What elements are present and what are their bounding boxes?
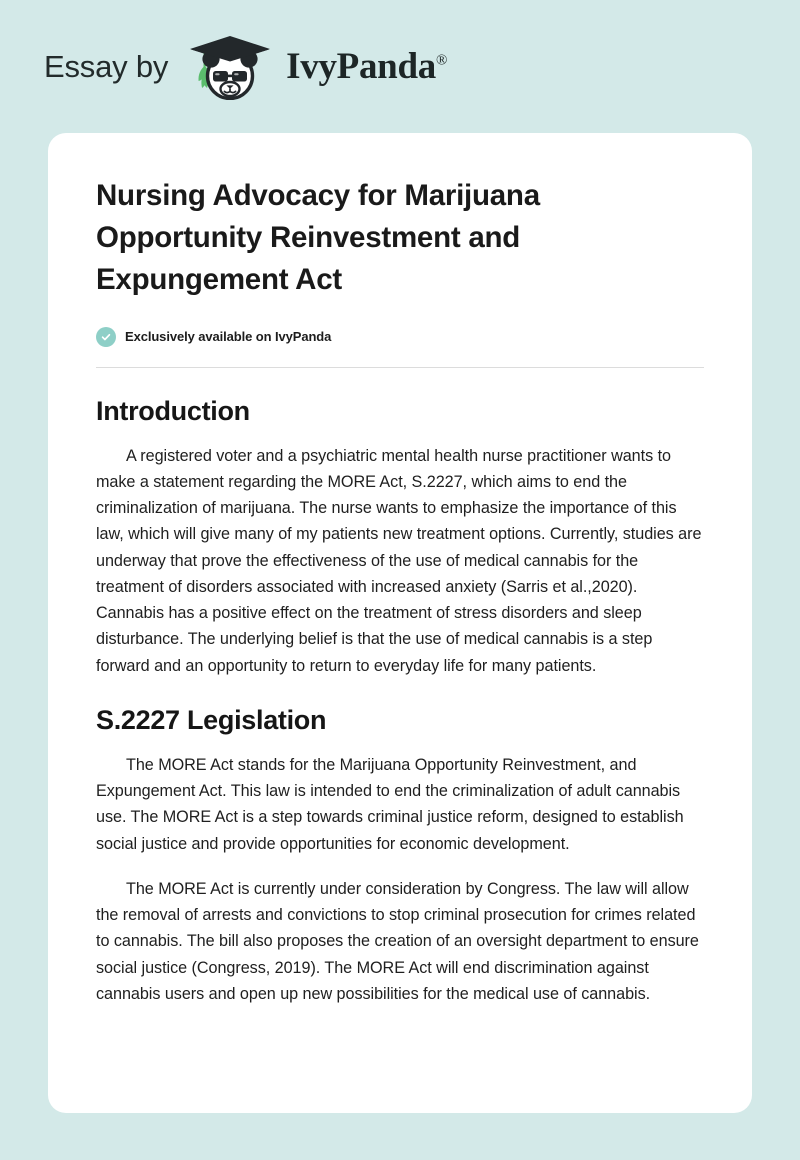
status-badge: [96, 327, 704, 347]
paragraph: The MORE Act is currently under consideration by Congress. The law will allow the removal of arrests and convictions to stop criminal prosecution for crimes related to cannabis. The bill also proposes the creation of an oversight department to ensure social justice (Congress, 2019). The MORE Act will end discrimination against cannabis users and open up new possibilities for the medical use of cannabis.: [96, 879, 699, 1003]
ivypanda-logo-lockup[interactable]: [44, 34, 447, 100]
status-badge-label: Exclusively available on IvyPanda: [125, 329, 332, 345]
section-heading-introduction: Introduction: [96, 395, 250, 426]
header-divider: [96, 367, 704, 368]
check-circle-icon: [96, 327, 116, 347]
page-title: Nursing Advocacy for Marijuana Opportunity Reinvestment and Expungement Act: [96, 179, 540, 296]
essay-by-label: Essay by: [44, 49, 169, 84]
essay-card: [48, 133, 752, 1113]
panda-graduate-logo-icon: [182, 34, 278, 100]
registered-trademark-symbol: ®: [435, 52, 448, 69]
paragraph: The MORE Act stands for the Marijuana Opportunity Reinvestment, and Expungement Act. This law is intended to end the criminalization of adult cannabis use. The MORE Act is a step towards criminal justice reform, designed to establish social justice and provide opportunities for economic development.: [96, 755, 684, 853]
ivypanda-logo[interactable]: [182, 34, 447, 100]
paragraph: A registered voter and a psychiatric mental health nurse practitioner wants to make a statement regarding the MORE Act, S.2227, which aims to end the criminalization of marijuana. The nurse wants to emphasize the importance of this law, which will give many of my patients new treatment options. Currently, studies are underway that prove the effectiveness of the use of medical cannabis for the treatment of disorders associated with increased anxiety (Sarris et al.,2020). Cannabis has a positive effect on the treatment of stress disorders and sleep disturbance. The underlying belief is that the use of medical cannabis is a step forward and an opportunity to return to everyday life for many patients.: [96, 446, 702, 675]
wordmark-text: IvyPanda: [286, 46, 436, 87]
ivypanda-wordmark: [286, 48, 447, 85]
brand-header: [0, 0, 800, 133]
section-heading-s2227-legislation: S.2227 Legislation: [96, 704, 327, 735]
